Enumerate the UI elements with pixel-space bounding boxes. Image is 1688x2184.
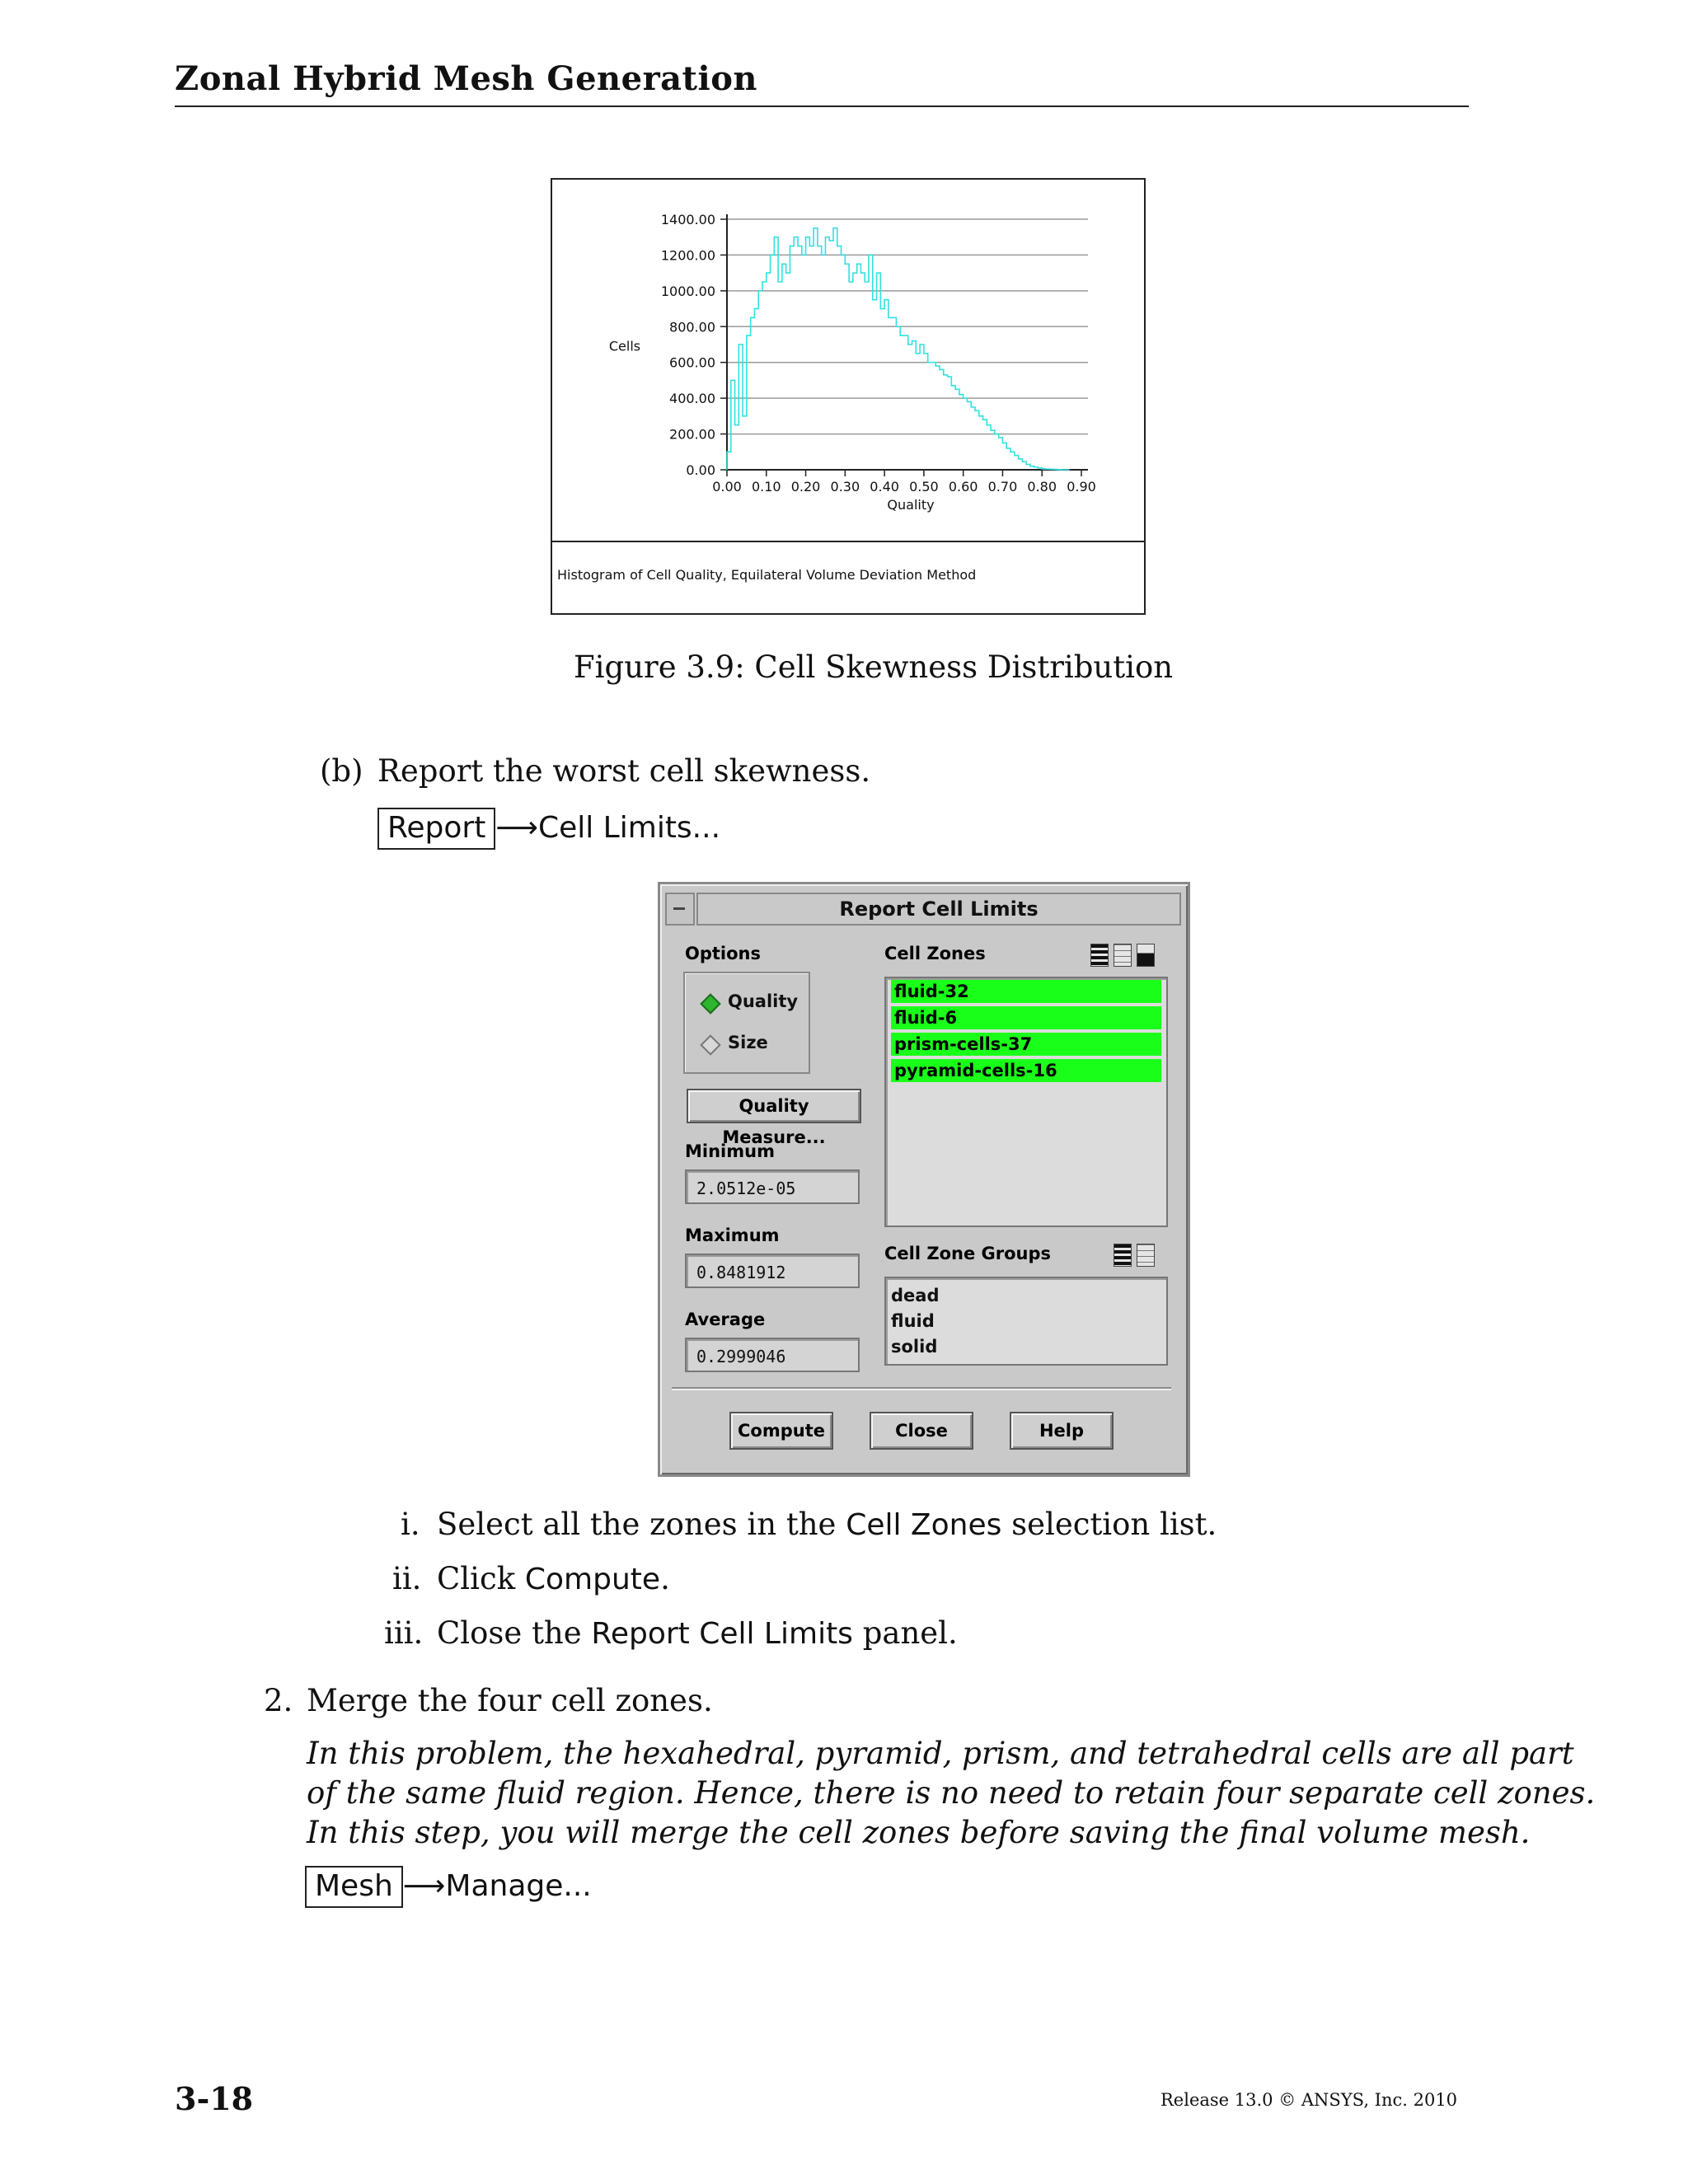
substep-text: Select all the zones in the — [437, 1507, 846, 1542]
x-tick-label: 0.20 — [790, 479, 821, 494]
substep-ii — [437, 1561, 670, 1596]
substep-iii — [437, 1615, 958, 1651]
dialog-separator — [672, 1387, 1171, 1389]
cell-zone-item[interactable]: fluid-6 — [891, 1006, 1161, 1029]
average-field[interactable]: 0.2999046 — [685, 1338, 860, 1372]
window-menu-icon — [673, 907, 685, 910]
y-axis-label: Cells — [608, 338, 641, 354]
page-number: 3-18 — [175, 2080, 254, 2117]
size-radio-icon[interactable] — [700, 1034, 720, 1055]
page-header-title: Zonal Hybrid Mesh Generation — [175, 59, 757, 98]
average-label: Average — [685, 1310, 766, 1329]
step-2-note-line: In this problem, the hexahedral, pyramid, prism, and tetrahedral cells are all part — [307, 1736, 1574, 1771]
cell-limits-command[interactable]: Cell Limits... — [537, 811, 721, 845]
substep-text: Click — [437, 1561, 525, 1596]
figure-caption: Figure 3.9: Cell Skewness Distribution — [574, 649, 1174, 685]
step-b-text: Report the worst cell skewness. — [377, 753, 871, 789]
minimum-field[interactable]: 2.0512e-05 — [685, 1169, 860, 1204]
quality-radio-label[interactable]: Quality — [728, 991, 799, 1011]
manage-command[interactable]: Manage... — [445, 1869, 592, 1903]
substep-iii-marker: iii. — [384, 1615, 424, 1651]
step-2-note-line: of the same fluid region. Hence, there is no need to retain four separate cell zones. — [307, 1775, 1596, 1811]
y-tick-label: 200.00 — [669, 426, 715, 443]
x-tick-label: 0.10 — [751, 479, 781, 494]
release-note: Release 13.0 © ANSYS, Inc. 2010 — [1160, 2090, 1458, 2110]
x-tick-label: 0.70 — [987, 479, 1018, 494]
deselect-all-icon[interactable] — [1114, 944, 1132, 967]
substep-text: . — [660, 1561, 670, 1596]
quality-measure-button[interactable]: Quality Measure... — [687, 1089, 861, 1123]
minimum-label: Minimum — [685, 1141, 775, 1161]
y-tick-label: 1200.00 — [660, 247, 715, 264]
header-rule — [175, 105, 1469, 107]
x-tick-label: 0.60 — [948, 479, 978, 494]
menu-arrow-icon: ⟶ — [495, 811, 538, 845]
substep-term: Compute — [524, 1563, 661, 1596]
step-b-menu-path — [377, 808, 720, 850]
x-tick-label: 0.40 — [870, 479, 899, 494]
cell-zone-groups-label: Cell Zone Groups — [884, 1244, 1052, 1263]
help-button[interactable]: Help — [1010, 1412, 1114, 1450]
maximum-field[interactable]: 0.8481912 — [685, 1254, 860, 1288]
cell-zones-list[interactable] — [884, 977, 1168, 1227]
substep-text: Close the — [437, 1615, 592, 1651]
step-2-menu-path — [305, 1866, 592, 1908]
window-menu-button[interactable] — [665, 893, 695, 926]
y-tick-label: 600.00 — [669, 354, 715, 371]
y-tick-label: 1000.00 — [660, 283, 715, 299]
options-label: Options — [685, 944, 761, 963]
groups-deselect-icon[interactable] — [1137, 1244, 1155, 1267]
report-menu[interactable]: Report — [377, 808, 495, 850]
select-inverse-icon[interactable] — [1137, 944, 1155, 967]
groups-select-icon[interactable] — [1114, 1244, 1132, 1267]
x-tick-label: 0.30 — [830, 479, 860, 494]
size-radio-label[interactable]: Size — [728, 1033, 768, 1052]
x-tick-label: 0.80 — [1027, 479, 1057, 494]
x-axis-label: Quality — [887, 497, 935, 513]
y-tick-label: 800.00 — [669, 319, 715, 335]
options-group — [683, 972, 810, 1074]
figure-caption-rule — [552, 541, 1144, 542]
quality-radio-icon[interactable] — [700, 993, 720, 1014]
cell-zone-item[interactable]: prism-cells-37 — [891, 1033, 1161, 1056]
substep-text: panel. — [852, 1615, 958, 1651]
cell-zone-group-item[interactable]: fluid — [891, 1311, 935, 1331]
mesh-menu[interactable]: Mesh — [305, 1866, 403, 1908]
cell-zone-group-item[interactable]: dead — [891, 1286, 940, 1305]
cell-zones-label: Cell Zones — [884, 944, 986, 963]
y-tick-label: 1400.00 — [660, 212, 715, 227]
histogram-figure — [551, 178, 1146, 615]
cell-zone-groups-list[interactable] — [884, 1277, 1168, 1366]
x-tick-label: 0.90 — [1067, 479, 1096, 494]
maximum-label: Maximum — [685, 1226, 780, 1245]
y-tick-label: 0.00 — [686, 462, 715, 478]
cell-zone-item[interactable]: pyramid-cells-16 — [891, 1059, 1161, 1082]
menu-arrow-icon: ⟶ — [402, 1869, 446, 1903]
substep-i-marker: i. — [401, 1507, 420, 1542]
substep-text: selection list. — [1001, 1507, 1217, 1542]
step-2-note-line: In this step, you will merge the cell zones before saving the final volume mesh. — [307, 1815, 1531, 1850]
substep-term: Report Cell Limits — [591, 1617, 853, 1651]
step-2-text: Merge the four cell zones. — [307, 1683, 713, 1718]
select-all-icon[interactable] — [1090, 944, 1109, 967]
histogram-chart — [552, 180, 1144, 539]
substep-i — [437, 1507, 1217, 1542]
report-cell-limits-dialog — [658, 882, 1190, 1477]
x-tick-label: 0.50 — [909, 479, 939, 494]
cell-zone-group-item[interactable]: solid — [891, 1337, 938, 1357]
y-tick-label: 400.00 — [669, 391, 715, 407]
dialog-title: Report Cell Limits — [696, 893, 1181, 926]
cell-zone-item[interactable]: fluid-32 — [891, 980, 1161, 1003]
substep-term: Cell Zones — [846, 1508, 1002, 1542]
histogram-panel-caption: Histogram of Cell Quality, Equilateral Volume Deviation Method — [557, 567, 977, 583]
step-2-marker: 2. — [264, 1683, 293, 1718]
substep-ii-marker: ii. — [392, 1561, 422, 1596]
x-tick-label: 0.00 — [712, 479, 742, 494]
compute-button[interactable]: Compute — [729, 1412, 833, 1450]
step-b-marker: (b) — [320, 753, 363, 789]
close-button[interactable]: Close — [870, 1412, 973, 1450]
